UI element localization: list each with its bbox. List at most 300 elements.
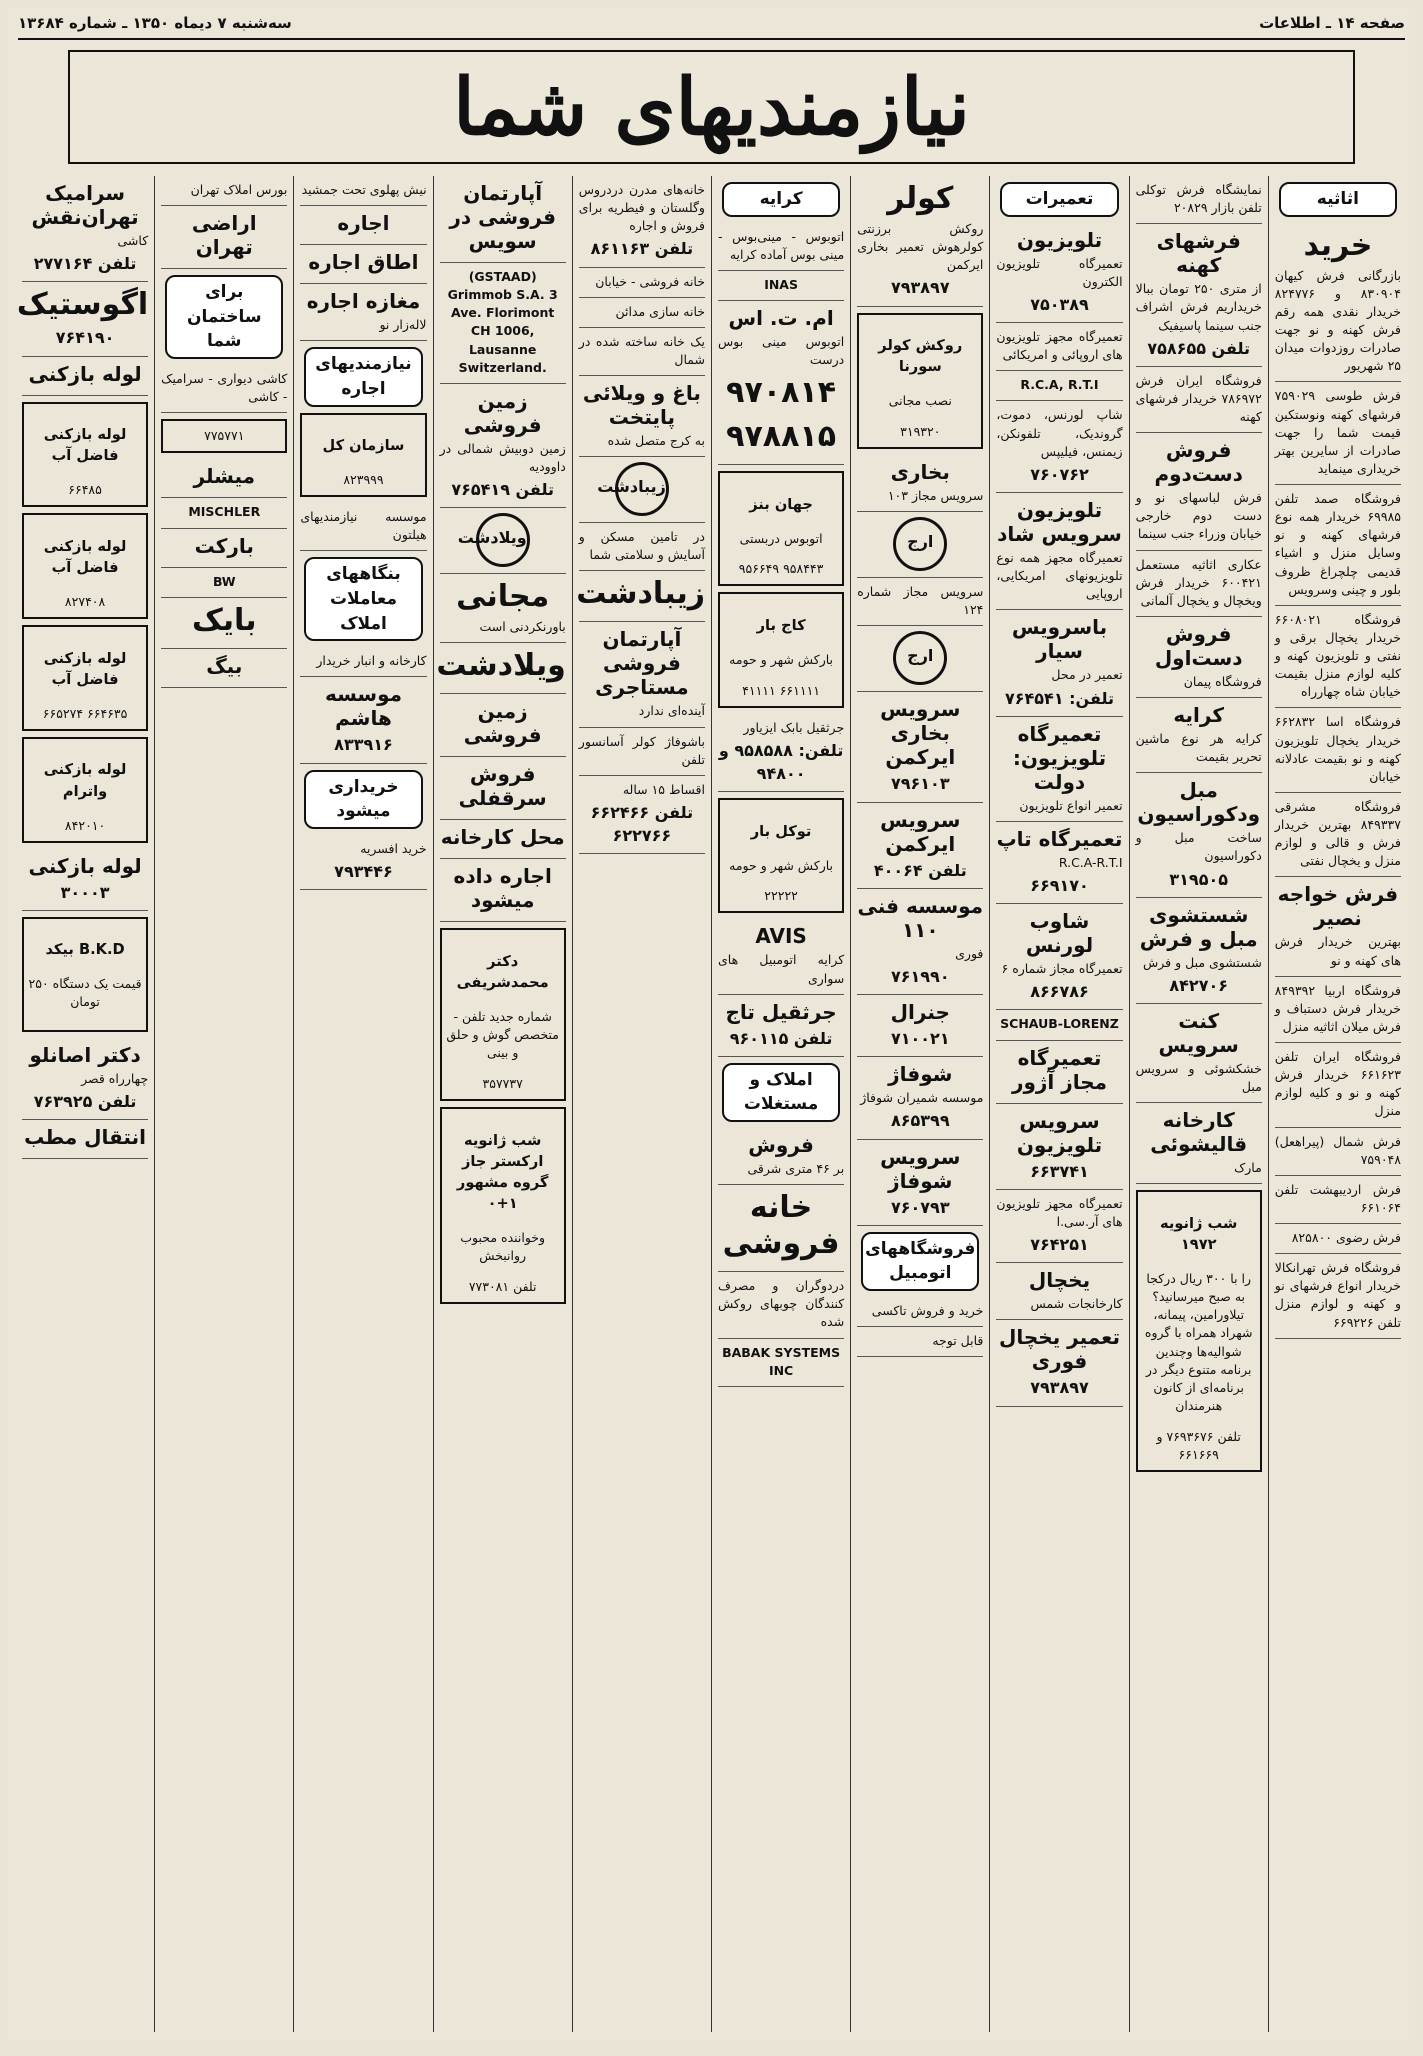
ad-body: کرایه هر نوع ماشین تحریر بقیمت — [1135, 731, 1262, 765]
ad-body: کاشی — [117, 233, 149, 248]
ad-title: شب ژانویه ۱۹۷۲ — [1160, 1215, 1238, 1254]
boxed-ad — [22, 402, 148, 508]
ad-title: روکش کولر سورنا — [878, 337, 963, 376]
ad-title: انتقال مطب — [24, 1125, 146, 1150]
ad-title: کارخانه قالیشوئی — [1150, 1108, 1248, 1157]
ad-title: خانه فروشی — [722, 1190, 840, 1262]
ad-phone: تلفن ۷۶۳۹۲۵ — [33, 1092, 137, 1112]
section-header: تعمیرات — [1000, 182, 1118, 217]
ad-body: اتوبوس دربستی — [739, 530, 823, 546]
classified-ad — [1136, 551, 1262, 617]
classified-ad — [579, 376, 705, 457]
classified-ad — [1136, 433, 1262, 550]
newspaper-page — [8, 8, 1415, 2040]
section-header: نیازمندیهای اجاره — [304, 347, 422, 406]
ad-phone: ۲۲۲۲۲ — [764, 888, 798, 904]
ad-phone: تلفن ۷۶۵۴۱۹ — [451, 480, 554, 499]
ad-title: جهان بنز — [749, 495, 813, 513]
ad-body: شماره جدید تلفن - متخصص گوش و حلق و بینی — [446, 1008, 559, 1061]
classified-ad — [1275, 606, 1401, 709]
classified-ad — [579, 622, 705, 727]
ad-title: تلویزیون — [1016, 227, 1103, 252]
classified-ad — [1275, 1043, 1401, 1128]
ad-title: زمین فروشی — [463, 388, 542, 437]
boxed-ad — [22, 737, 148, 843]
column-10 — [16, 176, 154, 2032]
classified-ad — [300, 206, 426, 245]
classified-ad — [161, 176, 287, 206]
ad-body: خانه سازی مدائن — [615, 303, 705, 319]
ad-title: دکتر محمدشریفی — [456, 952, 549, 992]
ad-title: AVIS — [755, 924, 807, 949]
ad-body: فروشگاه فرش تهرانکالا خریدار انواع فرشهای نو و کهنه و لوازم منزل تلفن ۶۶۹۲۲۶ — [1274, 1260, 1401, 1330]
folio-right: صفحه ۱۴ ـ اطلاعات — [1259, 14, 1405, 32]
ad-body: یک خانه ساخته شده در شمال — [578, 333, 705, 367]
ad-body: موسسه شمیران شوفاژ — [860, 1090, 984, 1106]
ad-body: باشوفاژ کولر آسانسور تلفن — [578, 733, 705, 767]
ad-body: وخواننده محبوب روانبخش — [460, 1230, 546, 1264]
ad-body: کرایه اتومبیل های سواری — [717, 952, 845, 986]
ad-title: موسسه فنی ۱۱۰ — [857, 893, 984, 942]
classified-ad — [1136, 224, 1262, 367]
classified-ad — [440, 176, 566, 263]
ad-title: لوله بازکنی — [28, 361, 142, 386]
classified-ad — [718, 1272, 844, 1338]
ad-title: کرایه — [1173, 703, 1224, 728]
section-header: خریداری میشود — [304, 770, 422, 829]
ad-body: کاشی دیواری - سرامیک - کاشی — [161, 371, 288, 405]
classified-ad — [22, 849, 148, 911]
boxed-ad — [300, 413, 426, 498]
classified-ad — [996, 323, 1122, 371]
latin-brand-text: MISCHLER — [161, 498, 287, 528]
folio-left: سه‌شنبه ۷ دیماه ۱۳۵۰ ـ شماره ۱۳۶۸۴ — [18, 14, 292, 32]
ad-body: خشکشوئی و سرویس مبل — [1135, 1061, 1262, 1095]
logo-block — [440, 508, 566, 574]
ad-title: تعمیرگاه مجاز آژور — [1011, 1045, 1108, 1094]
ad-phone: ۸۴۲۰۱۰ — [64, 817, 106, 833]
boxed-ad — [1136, 1190, 1262, 1471]
ad-title: فروش دست‌اول — [1154, 621, 1243, 670]
ad-phone: ۷۹۳۴۴۶ — [334, 862, 393, 881]
ad-phone: ۹۷۰۸۱۴ ۹۷۸۸۱۵ — [726, 375, 837, 454]
ad-phone: تلفن ۷۵۸۶۵۵ — [1147, 338, 1250, 358]
classified-ad — [1136, 1004, 1262, 1103]
classified-ad — [161, 365, 287, 413]
brand-logo-icon: ویلادشت — [476, 513, 530, 567]
classified-ad — [579, 728, 705, 776]
ad-title: سرامیک تهران‌نقش — [31, 181, 139, 229]
ad-body: اتوبوس مینی بوس درست — [717, 334, 845, 368]
classified-ad — [718, 223, 844, 271]
section-header: فروشگاههای اتومبیل — [861, 1232, 979, 1291]
classified-ad — [161, 598, 287, 649]
ad-phone: ۳۵۷۷۳۷ — [482, 1075, 523, 1091]
latin-brand-text: SCHAUB-LORENZ — [996, 1010, 1122, 1040]
ad-title: فرش خواجه نصیر — [1277, 882, 1399, 931]
ad-body: فرش شمال (پیراهعل) ۷۵۹۰۴۸ — [1274, 1133, 1401, 1167]
column-7 — [433, 176, 572, 2032]
ad-body: لاله‌زار نو — [379, 317, 427, 333]
ad-title: سرویس ایرکمن — [880, 807, 961, 856]
ad-title: شب ژانویه ارکستر جاز گروه مشهور ۱+۰ — [456, 1131, 549, 1213]
classified-ad — [579, 776, 705, 855]
ad-body: تعمیرگاه مجهز همه نوع تلویزیونهای امریکایی، اروپایی — [996, 550, 1123, 602]
column-2 — [1129, 176, 1268, 2032]
ad-title: مبل ودکوراسیون — [1137, 778, 1261, 827]
classified-ad — [16, 282, 149, 356]
classified-ad — [996, 904, 1122, 1010]
classified-ad — [1275, 977, 1401, 1043]
column-5 — [711, 176, 850, 2032]
ad-phone: ۷۹۶۱۰۳ — [890, 774, 950, 794]
ad-body: فرش طوسی ۷۵۹۰۲۹ فرشهای کهنه ونوستکین قیمت شما را جهت صادرات از سایرین بهتر خریداری مینماید — [1274, 388, 1401, 476]
ad-body: بارکش شهر و حومه — [729, 857, 834, 873]
classified-ad — [718, 714, 844, 793]
boxed-ad — [440, 1107, 566, 1304]
ad-body: را با ۳۰۰ ریال درکجا به صبح میرسانید؟ تیلاورامین، پیمانه، شهراد همراه با گروه شوالیه‌ها وچندین برنامه متنوع دیگر در برنامه‌ای از کانون هنرمندان — [1144, 1271, 1253, 1413]
classified-ad — [1275, 1254, 1401, 1339]
classified-ad — [857, 1057, 983, 1139]
ad-phone: تلفن: ۹۵۸۵۸۸ و ۹۴۸۰۰ — [718, 740, 844, 783]
ad-body: خرید و فروش تاکسی — [871, 1303, 984, 1318]
ad-body: فرش رضوی ۸۲۵۸۰۰ — [1291, 1230, 1401, 1246]
classified-ad — [300, 677, 426, 763]
classified-ad — [22, 1038, 148, 1120]
classified-ad — [857, 176, 983, 307]
ad-title: سازمان کل — [322, 437, 405, 455]
ad-body: بارکش شهر و حومه — [729, 651, 834, 667]
ad-title: باسرویس سیار — [1011, 615, 1108, 664]
brand-logo-icon: ارج — [893, 517, 947, 571]
ad-body: خانه‌های مدرن دردروس وگلستان و فیطریه برای فروش و اجاره — [578, 182, 705, 234]
ad-phone: تلفن ۸۶۱۱۶۳ — [590, 239, 694, 259]
boxed-ad — [718, 592, 844, 707]
ad-phone: ۷۶۴۲۵۱ — [1030, 1235, 1089, 1255]
ad-phone: تلفن ۹۶۰۱۱۵ — [729, 1028, 833, 1048]
ad-title: لوله بازکنی فاضل آب — [43, 649, 127, 688]
classified-ad — [161, 649, 287, 688]
ad-title: باغ و ویلائی پایتخت — [582, 381, 701, 430]
ad-body: به کرج متصل شده — [607, 433, 705, 449]
ad-body: فرش اردیبهشت تلفن ۶۶۱۰۶۴ — [1274, 1181, 1401, 1215]
ad-phone: ۳۰۰۰۳ — [60, 882, 110, 902]
classified-ad — [579, 523, 705, 571]
ad-body: تعمیر در محل — [1051, 667, 1123, 683]
ad-title: آپارتمان فروشی مستاجری — [595, 627, 689, 700]
boxed-ad — [718, 798, 844, 913]
ad-phone: ۷۱۰۰۲۱ — [890, 1029, 950, 1049]
ad-body: آینده‌ای ندارد — [638, 703, 705, 719]
ad-title: تلویزیون سرویس شاد — [997, 498, 1122, 547]
ad-body: اقساط ۱۵ ساله — [622, 781, 705, 797]
ad-title: فرشهای کهنه — [1156, 229, 1241, 278]
ad-body: فروشگاه صمد تلفن ۶۹۹۸۵ خریدار همه نوع فرشهای کهنه و نو وسایل منزل و اشیاء قدیمی چلچراغ ظروف بلور و چینی وسرویس — [1274, 491, 1401, 597]
ad-title: تعمیرگاه تاپ — [996, 826, 1123, 851]
ad-title: آپارتمان فروشی در سویس — [449, 181, 556, 253]
ad-body: چهارراه قصر — [81, 1071, 149, 1087]
ad-body: قیمت یک دستگاه ۲۵۰ تومان — [28, 976, 142, 1010]
ad-title: یخچال — [1028, 1268, 1091, 1293]
boxed-ad — [718, 471, 844, 586]
logo-block — [857, 626, 983, 692]
boxed-ad — [22, 625, 148, 731]
classified-ad — [579, 328, 705, 376]
classified-ad — [1136, 617, 1262, 698]
ad-title: محل کارخانه — [440, 825, 565, 850]
ad-title: جرثقیل تاج — [725, 999, 837, 1024]
classified-ad — [857, 692, 983, 802]
boxed-ad — [161, 419, 287, 453]
ad-body: زمین دوبیش شمالی در داوودیه — [439, 440, 566, 474]
ad-title: اجاره داده میشود — [453, 864, 552, 913]
ad-title: بایک — [192, 602, 257, 638]
classified-ad — [440, 757, 566, 820]
ad-title: لوله بازکنی فاضل آب — [43, 537, 127, 577]
ad-body: فروشگاه اسا ۶۶۲۸۳۲ خریدار یخچال تلویزیون کهنه و نو بقیمت عادلانه خیابان — [1274, 714, 1401, 784]
classified-ad — [857, 1297, 983, 1327]
ad-phone: ۷۹۳۸۹۷ — [1030, 1378, 1089, 1398]
ad-body: سرویس مجاز شماره ۱۲۴ — [857, 584, 984, 618]
ad-phone: ۳۱۹۵۰۵ — [1169, 869, 1228, 889]
ad-phone: ۸۲۳۹۹۹ — [343, 471, 384, 487]
latin-brand-text: BW — [161, 568, 287, 598]
classified-ad — [1136, 1103, 1262, 1184]
ad-title: بیگ — [206, 653, 243, 678]
ad-body: نیش پهلوی تحت جمشید — [301, 182, 427, 197]
ad-title: اگوستیک — [16, 287, 149, 323]
classified-ad — [440, 859, 566, 922]
latin-brand-text: INAS — [718, 271, 844, 301]
ad-body: عکاری اثاثیه مستعمل ۶۰۰۴۲۱ خریدار فرش ویخچال و یخچال آلمانی — [1135, 556, 1262, 608]
ad-body: کارخانه و انبار خریدار — [316, 653, 427, 669]
classified-ad — [996, 1190, 1122, 1263]
ad-body: تعمیرگاه مجهز تلویزیون های آر.سی.ا — [996, 1195, 1123, 1229]
ad-title: سرویس تلویزیون — [1016, 1108, 1103, 1157]
ad-body: باورنکردنی است — [479, 619, 566, 635]
ad-phone: ۸۶۶۷۸۶ — [1030, 982, 1089, 1002]
ad-phone: ۶۶۹۱۷۰ — [1030, 875, 1089, 895]
classified-ad — [857, 455, 983, 512]
ad-phone: ۸۳۳۹۱۶ — [334, 735, 393, 755]
classified-ad — [161, 529, 287, 568]
classified-ad — [857, 889, 983, 995]
ad-phone: تلفن: ۷۶۴۵۴۱ — [1004, 688, 1114, 708]
latin-brand-text: R.C.A, R.T.I — [996, 371, 1122, 401]
folio-bar — [18, 14, 1405, 40]
ad-body: از متری ۲۵۰ تومان ببالا خریداریم فرش اشراف جنب سینما پاسیفیک — [1135, 281, 1262, 333]
ad-title: کاج بار — [756, 617, 806, 635]
ad-title: فروش دست‌دوم — [1154, 438, 1243, 487]
ad-body: فروشگاه پیمان — [1183, 673, 1262, 689]
classified-ad — [1275, 793, 1401, 878]
ad-title: توکل بار — [750, 822, 812, 840]
classified-ad — [1275, 877, 1401, 976]
section-header: کرایه — [722, 182, 840, 217]
ad-title: تعمیر یخچال فوری — [999, 1325, 1120, 1374]
classified-ad — [440, 384, 566, 508]
ad-title: میشلر — [193, 464, 256, 489]
classified-ad — [996, 223, 1122, 323]
ad-title: لوله بازکنی واترام — [43, 761, 127, 800]
ad-body: R.C.A-R.T.I — [1058, 854, 1123, 870]
ad-body: قابل توجه — [932, 1333, 984, 1349]
column-8 — [293, 176, 432, 2032]
ad-body: سرویس مجاز ۱۰۳ — [887, 487, 984, 503]
ad-title: ام. ت. اس — [728, 306, 834, 331]
classified-ad — [718, 919, 844, 994]
ad-title: ویلادشت — [436, 648, 566, 684]
section-header: املاک و مستغلات — [722, 1063, 840, 1122]
column-4 — [850, 176, 989, 2032]
ad-phone: تلفن ۷۷۳۰۸۱ — [468, 1278, 537, 1294]
classified-ad — [996, 610, 1122, 716]
classified-ad — [440, 694, 566, 757]
ad-title: مغازه اجاره — [306, 289, 421, 314]
ad-phone: ۸۲۷۴۰۸ — [64, 593, 106, 609]
classified-ad — [161, 459, 287, 498]
latin-brand-text: (GSTAAD) Grimmob S.A. 3 Ave. Florimont CH 1006, Lausanne Switzerland. — [440, 263, 566, 384]
ad-phone: ۷۶۱۹۹۰ — [890, 966, 950, 986]
ad-title: خرید — [1303, 227, 1373, 263]
classified-ad — [440, 820, 566, 859]
ad-title: لوله بازکنی — [28, 853, 142, 878]
classified-ad — [718, 301, 844, 465]
ad-body: بر ۴۶ متری شرقی — [747, 1161, 845, 1177]
classified-ad — [857, 995, 983, 1057]
ad-body: نمایشگاه فرش توکلی تلفن بازار ۲۰۸۲۹ — [1135, 182, 1262, 216]
ad-phone: ۷۷۵۷۷۱ — [204, 428, 245, 444]
ad-title: تعمیرگاه تلویزیون: دولت — [1012, 721, 1107, 794]
classified-ad — [1275, 485, 1401, 606]
ad-body: بازرگانی فرش کیهان ۸۳۰۹۰۴ و ۸۲۴۷۷۶ خریدار نقدی همه رقم فرش کهنه و نو جهت صادرات روزدوات میدان ۲۵ شهریور — [1274, 267, 1401, 374]
classified-ad — [300, 284, 426, 341]
ad-phone: ۷۶۰۷۶۲ — [1030, 464, 1089, 484]
section-header: اثاثیه — [1279, 182, 1397, 217]
ad-body: مارک — [1234, 1160, 1262, 1176]
ad-phone: ۸۴۲۷۰۶ — [1169, 975, 1228, 995]
ad-body: در تامین مسکن و آسایش و سلامتی شما — [578, 529, 705, 563]
ad-body: جرثقیل بابک ایزیاور — [743, 719, 845, 735]
ad-title: شستشوی مبل و فرش — [1139, 902, 1258, 951]
ad-phone: تلفن ۲۷۷۱۶۴ — [33, 254, 137, 274]
ad-title: اطاق اجاره — [308, 250, 419, 275]
classified-columns — [16, 176, 1407, 2032]
latin-brand-text: BABAK SYSTEMS INC — [718, 1339, 844, 1387]
column-1 — [1268, 176, 1407, 2032]
classified-ad — [576, 571, 705, 622]
ad-phone: ۸۶۵۳۹۹ — [890, 1111, 950, 1131]
ad-title: B.K.D بیکد — [45, 941, 125, 959]
classified-ad — [996, 1320, 1122, 1406]
ad-phone: ۶۶۴۸۵ — [68, 482, 102, 498]
ad-title: بخاری — [890, 459, 950, 484]
section-header: برای ساختمان شما — [165, 275, 283, 359]
ad-title: بارکت — [194, 533, 254, 558]
logo-block — [579, 457, 705, 523]
ad-phone: ۹۵۸۴۴۳ ۹۵۶۶۴۹ — [738, 561, 824, 577]
classified-ad — [857, 578, 983, 626]
ad-phone: ۶۶۱۱۱۱ ۴۱۱۱۱ — [742, 682, 821, 698]
ad-body: فروشگاه ۶۶۰۸۰۲۱ خریدار یخچال برقی و نفتی و تلویزیون کهنه و کلیه لوازم منزل بقیمت خیابان شاه چهارراه — [1274, 611, 1401, 700]
ad-body: شاپ لورنس، دموت، گروندیک، تلفونکن، زیمنس، فیلیپس — [996, 407, 1123, 459]
column-3 — [989, 176, 1128, 2032]
ad-body: تعمیرگاه مجاز شماره ۶ — [1001, 961, 1123, 977]
classified-ad — [1275, 1128, 1401, 1176]
ad-body: فروشگاه ایران تلفن ۶۶۱۶۲۳ خریدار فرش کهنه و نو و کلیه لوازم منزل — [1274, 1049, 1401, 1119]
classified-ad — [440, 574, 566, 643]
ad-phone: ۷۹۳۸۹۷ — [890, 278, 950, 298]
ad-title: فروش سرقفلی — [458, 762, 547, 811]
classified-ad — [300, 647, 426, 677]
classified-ad — [996, 493, 1122, 610]
classified-ad — [22, 1120, 148, 1159]
ad-title: زیبادشت — [576, 576, 705, 612]
ad-body: فروشگاه مشرقی ۸۴۹۳۳۷ بهترین خریدار فرش و قالی و لوازم منزل و یخچال نفتی — [1274, 798, 1401, 869]
ad-title: جنرال — [890, 1000, 950, 1025]
ad-body: موسسه نیازمندیهای هیلتون — [300, 509, 427, 543]
classified-ad — [1275, 382, 1401, 485]
classified-ad — [857, 803, 983, 889]
ad-title: اجاره — [337, 211, 390, 236]
classified-ad — [1136, 898, 1262, 1004]
ad-title: شوفاژ — [888, 1062, 953, 1087]
ad-body: خانه فروشی - خیابان — [595, 273, 705, 289]
classified-ad — [1275, 1224, 1401, 1254]
classified-ad — [996, 1263, 1122, 1320]
ad-phone: ۷۶۴۱۹۰ — [55, 328, 115, 348]
classified-ad — [1136, 698, 1262, 773]
ad-title: زمین فروشی — [463, 699, 542, 748]
ad-body: نصب مجانی — [888, 393, 952, 409]
ad-body: کارخانجات شمس — [1030, 1296, 1123, 1312]
classified-ad — [161, 206, 287, 269]
ad-body: بهترین خریدار فرش های کهنه و نو — [1274, 934, 1401, 968]
classified-ad — [857, 1140, 983, 1226]
classified-ad — [996, 401, 1122, 493]
column-9 — [154, 176, 293, 2032]
ad-phone: تلفن ۷۶۹۳۶۷۶ و ۶۶۱۶۶۹ — [1156, 1428, 1241, 1462]
brand-logo-icon: ارج — [893, 631, 947, 685]
classified-ad — [579, 176, 705, 268]
ad-phone: ۷۵۰۳۸۹ — [1030, 294, 1089, 314]
classified-ad — [996, 1041, 1122, 1104]
logo-block — [857, 512, 983, 578]
boxed-ad — [22, 917, 148, 1032]
ad-body: تعمیرگاه تلویزیون الکترون — [996, 255, 1123, 289]
ad-body: دردوگران و مصرف کنندگان چوبهای روکش شده — [717, 1278, 845, 1330]
ad-phone: ۳۱۹۳۲۰ — [900, 423, 941, 439]
column-6 — [572, 176, 711, 2032]
classified-ad — [1136, 367, 1262, 433]
ad-body: بورس املاک تهران — [190, 182, 288, 197]
ad-title: کنت سرویس — [1158, 1009, 1239, 1058]
ad-title: سرویس شوفاژ — [880, 1144, 961, 1193]
classified-ad — [718, 1185, 844, 1272]
classified-ad — [22, 357, 148, 396]
ad-body: فروشگاه ایران فرش ۷۸۶۹۷۲ خریدار فرشهای کهنه — [1135, 372, 1262, 425]
ad-body: تعمیرگاه مجهز تلویزیون های اروپائی و امریکائی — [996, 329, 1123, 363]
ad-body: اتوبوس - مینی‌بوس - مینی بوس آماده کرایه — [717, 228, 845, 262]
classified-ad — [1136, 773, 1262, 897]
ad-phone: ۶۶۴۶۳۵ ۶۶۵۲۷۴ — [42, 705, 128, 721]
boxed-ad — [22, 513, 148, 619]
classified-ad — [1275, 223, 1401, 383]
ad-title: دکتر اصانلو — [29, 1043, 141, 1068]
section-header: بنگاههای معاملات املاک — [304, 557, 422, 641]
ad-title: مجانی — [456, 579, 550, 615]
ad-title: موسسه هاشم — [324, 682, 403, 731]
